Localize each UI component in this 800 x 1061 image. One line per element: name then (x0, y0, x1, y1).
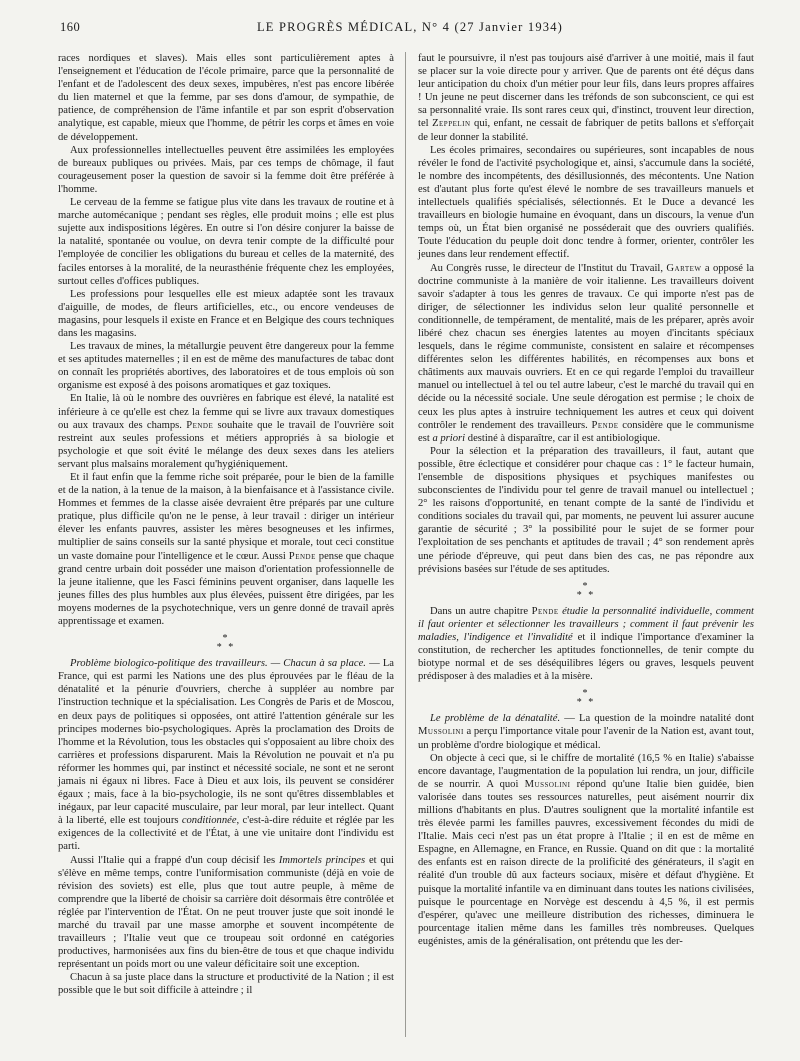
person-name: Mussolini (418, 726, 464, 738)
paragraph (418, 262, 754, 445)
paragraph-text: répond qu'une Italie bien guidée, bien valorisée dans toutes ses ressources naturelles, peut aisément nourrir dix millions d'habitants en plus. D'autres soulignent que la mortalité infantile est très élevée parmi les familles pauvres, excessivement fécondes du midi de l'Italie. Mais ceci n'est pas un état propre à l'Italie ; il en est de même en Espagne, en Allemagne, en France, en Russie. Quand on dit que : la mortalité des enfants est en raison directe de la prolificité des générateurs, il s'agit en réalité d'un trouble dû aux facteurs sociaux, misère et défaut d'hygiène. Et puisque la mortalité infantile va en diminuant dans toutes les nations civilisées, puisque le pourcentage en Norvège est descendu à 4,5 %, il est permis d'espérer, qu'avec une meilleure distribution des richesses, diminuera le pourcentage italien même dans les familles très nombreuses. Quelques eugénistes, amis de la généralisation, ont prétendu que les der- (418, 778, 754, 947)
section-separator (418, 582, 754, 600)
paragraph: Pour la sélection et la préparation des travailleurs, il faut, autant que possible, être éclectique et considérer pour chaque cas : 1° le facteur humain, l'ensemble de dispositions physiques et psychiques manifestes ou subconscientes de l'individu pour tel genre de travail manuel ou intellectuel ; 2° les raisons d'opportunité, en tenant compte de la santé de l'individu et conditions sociales du travail qui, par moments, ne peuvent lui assurer aucune garantie de sécurité ; 3° la possibilité pour le sujet de se former pour l'exploitation de ses penchants et aptitudes de travail ; 4° son rendement après une période d'épreuve, qui peut dans bien des cas, ne pas répondre aux prévisions basées sur l'étude de ses aptitudes. (418, 445, 754, 575)
paragraph (58, 657, 394, 853)
paragraph (418, 752, 754, 948)
paragraph (418, 605, 754, 684)
left-column (58, 52, 394, 998)
paragraph (58, 392, 394, 471)
paragraph-text: qui, enfant, ne cessait de fabriquer de petits ballons et s'efforçait de leur donner la stabilité. (418, 118, 754, 143)
author-name: Pende (591, 419, 619, 431)
section-title: Le problème de la dénatalité. (430, 713, 561, 725)
paragraph-text: Dans un autre chapitre (430, 605, 529, 617)
paragraph-text: Aussi l'Italie qui a frappé d'un coup décisif les (70, 854, 276, 866)
paragraph-text: En Italie, là où le nombre des ouvrières en fabrique est élevé, la natalité est inférieure à ce qu'elle est chez la femme qui se livre aux travaux domestiques ou aux travaux des champs. (58, 393, 394, 431)
author-name: Pende (531, 605, 559, 617)
emphasis: Immortels principes (278, 854, 366, 866)
paragraph-text: destiné à disparaître, car il est antibiologique. (467, 432, 661, 444)
emphasis: a priori (432, 432, 466, 444)
paragraph-text: et il indique l'importance d'examiner la constitution, de rechercher les aptitudes fonctionnelles, de tenir compte du biotype normal et de ses déséquilibres légers ou graves, lesquels peuvent prédisposer à des maladies et à la misère. (418, 631, 754, 683)
section-title: Problème biologico-politique des travailleurs. — Chacun à sa place. (70, 658, 366, 670)
asterism-bottom: * * (576, 697, 596, 709)
person-name: Zeppelin (432, 118, 471, 130)
paragraph: Les professions pour lesquelles elle est mieux adaptée sont les travaux d'aiguille, de modes, de fleurs artificielles, etc., ou encore vendeuses de magasins, pour lesquels il existe en France et en Belgique des cours techniques dans les magasins. (58, 288, 394, 339)
paragraph (58, 471, 394, 628)
asterism-bottom: * * (216, 642, 236, 654)
person-name: Gartew (666, 262, 702, 274)
author-name: Pende (288, 550, 316, 562)
paragraph: Les écoles primaires, secondaires ou supérieures, sont incapables de nous révéler le fond de l'activité psychologique et, ainsi, s'accumule dans la société, le nombre des incompétents, des désillusionnés, des mécontents. Une Nation est d'autant plus forte qu'est élevé le nombre de ses travailleurs manuels et intellectuels qualifiés spécialisés, sélectionnés. Et le Duce a devancé les travailleurs en biologie humaine en évoquant, dans un discours, la venue d'un temps où, un État bien organisé ne posséderait que des ouvriers qualifiés. Toute l'éducation du peuple doit donc tendre à former, orienter, contrôler les jeunes dans leur rendement effectif. (418, 144, 754, 261)
asterism-top: * (582, 688, 590, 700)
paragraph: Aux professionnelles intellectuelles peuvent être assimilées les employées de bureaux publiques ou privées. Mais, par ces temps de chômage, il faut courageusement poser la question de savoir si la femme doit être préférée à l'homme. (58, 144, 394, 195)
paragraph-text: a perçu l'importance vitale pour l'avenir de la Nation est, avant tout, un problème d'ordre biologique et médical. (418, 726, 754, 751)
paragraph (58, 854, 394, 972)
asterism-bottom: * * (576, 589, 596, 601)
section-separator (418, 689, 754, 707)
paragraph: Les travaux de mines, la métallurgie peuvent être dangereux pour la femme et ses aptitudes maternelles ; il en est de même des manufactures de tabac dont on connaît les propriétés abortives, des laboratoires et de tous emplois où son organisme est exposé à des poisons aromatiques et gaz toxiques. (58, 341, 394, 392)
column-divider (405, 52, 406, 1037)
paragraph-text: On objecte à ceci que, si le chiffre de mortalité (16,5 % en Italie) s'abaisse encore davantage, l'augmentation de la population lui rendra, un jour, difficile de se nourrir. A quoi (418, 752, 754, 790)
author-name: Pende (186, 419, 214, 431)
paragraph-text: et qui s'élève en même temps, contre l'uniformisation communiste (déjà en voie de révision des soviets) est elle, plus que tout autre peuple, à même de comprendre que la liberté de choisir sa carrière doit désormais être contrôlée et réglée par l'intervention de l'État. On ne peut trouver juste que soit inondé le marché du travail par une masse amorphe et souvent incompétente de travailleurs ; l'Italie veut que ce troupeau soit ordonné en catégories productives, harmonisées aux fins du bien-être de tous et que chaque individu représentant un poids mort ou une valeur déficitaire soit une exception. (58, 854, 394, 971)
paragraph-text: souhaite que le travail de l'ouvrière soit restreint aux seules professions et métiers appropriés à sa biologie et psychologie et que soit évité le mélange des deux sexes dans les ateliers servant plus malsains moralement qu'hygiéniquement. (58, 419, 394, 470)
paragraph-text: considère que le communisme est (418, 419, 754, 444)
emphasis: conditionnée (181, 815, 237, 827)
section-separator (58, 634, 394, 652)
right-column (418, 52, 754, 948)
paragraph: races nordiques et slaves). Mais elles sont particulièrement aptes à l'enseignement et l'éducation de l'école primaire, parce que la personnalité de l'enfant et de l'adolescent des deux sexes, impubères, n'est pas encore libérée du lien maternel et que la femme, par ses dons d'amour, de sympathie, de patience, de compréhension de l'âme infantile et par son esprit d'observation analytique, est capable, mieux que l'homme, de pétrir les corps et âmes en voie de développement. (58, 53, 394, 143)
asterism-top: * (582, 580, 590, 592)
paragraph: Le cerveau de la femme se fatigue plus vite dans les travaux de routine et à marche automécanique ; pendant ses règles, elle produit moins ; elle est plus sujette aux indispositions légères. En outre si l'on désire conjurer la baisse de la natalité, spontanée ou voulue, on devra tenir compte de la difficulté pour l'employée de concilier les obligations du bureau et celles de la maternité, des faciles entorses à la moralité, de la neurasthénie fréquente chez les employées, surtout celles d'offices publiques. (58, 197, 394, 287)
paragraph-text: pense que chaque grand centre urbain doit posséder une maison d'orientation professionnelle de la jeune italienne, que les Fasci féminins peuvent organiser, dans laquelle les jeunes filles des plus humbles aux plus élevées, puissent être dirigées, par les moyens modernes de la psychotechnique, vers un genre donné de travail après apprentissage et examen. (58, 550, 395, 628)
paragraph-text: Au Congrès russe, le directeur de l'Institut du Travail, (430, 262, 664, 274)
paragraph (418, 52, 754, 144)
asterism-top: * (222, 633, 230, 645)
page-header (60, 20, 760, 38)
page-number: 160 (60, 20, 81, 34)
emphasis: étudie la personnalité individuelle, comment il faut orienter et sélectionner les travailleurs ; comment il faut prévenir les maladies, l'indigence et l'invalidité (418, 605, 754, 643)
paragraph-text: , c'est-à-dire réduite et réglée par les exigences de la collectivité et de l'État, à une vie unitaire dont l'individu est parti. (58, 815, 394, 853)
running-head: LE PROGRÈS MÉDICAL, N° 4 (27 Janvier 1934) (256, 20, 564, 34)
paragraph-text: — La France, qui est parmi les Nations une des plus éprouvées par le fléau de la dénatalité et la pénurie d'ouvriers, cherche à suppléer au nombre par l'instruction technique et la spécialisation. Les Congrès de Paris et de Moscou, en deux pays de politiques si opposées, ont attiré l'attention générale sur les principes modernes bio-psychologiques. Après la proclamation des Droits de l'homme et la Révolution, tous les obstacles qui s'opposaient au libre choix des carrières et professions disparurent. Mais la Révolution ne pouvait et n'a pu réformer les hommes qui, par instinct et nécessité sociale, ne sont et ne seront jamais ni égaux ni libres. Face à Dieu et aux lois, ils peuvent se considérer égaux ; mais, face à la bio-psychologie, ils ne sont qu'êtres dissemblables et inégaux, par leur capacité musculaire, par leur moral, par leur intellect. Quant à la liberté, elle est toujours (58, 658, 394, 827)
paragraph-text: a opposé la doctrine communiste à la manière de voir italienne. Les travailleurs doivent savoir s'adapter à tous les genres de travaux. Ce qui importe n'est pas de diriger, de sélectionner les individus selon leur qualité personnelle et conditionnelle, de tempérament, de mentalité, mais de les préparer, après avoir libéré chez chacun ses énergies latentes au moyen d'incitants spéciaux lesquels, dans le régime communiste, consistent en salaire et récompenses différentes selon les différentes habilités, en récompenses aux bons et châtiments aux mauvais ouvriers. Et en ce qui regarde l'emploi du travailleur manuel ou intellectuel à tel ou tel autre labeur, c'est le marché du travail qui en décide ou la nécessité sociale. Une seule dérogation est permise ; le choix de ceux les plus aptes à instruire techniquement les autres et ceux qui doivent contrôler le rendement des travailleurs. (418, 262, 754, 431)
paragraph-text: faut le poursuivre, il n'est pas toujours aisé d'arriver à une moitié, mais il faut se placer sur la voie directe pour y arriver. Que de parents ont été déçus dans leur anticipation du choix d'un métier pour leur fils, dans leurs propres affaires ! Un jeune ne peut discerner dans les tréfonds de son subconscient, ce qui est sa personnalité vraie. Ils sont rares ceux qui, d'instinct, trouvent leur direction, tel (418, 53, 754, 130)
paragraph-text: — La question de la moindre natalité dont (564, 713, 755, 725)
paragraph: Chacun à sa juste place dans la structure et productivité de la Nation ; il est possible que le but soit difficile à atteindre ; il (58, 972, 394, 997)
person-name: Mussolini (524, 778, 571, 790)
paragraph-text: Et il faut enfin que la femme riche soit préparée, pour le bien de la famille et de la nation, à la tenue de la maison, à la bienfaisance et à l'assistance civile. Hommes et femmes de la classe aisée devraient être préparés par une culture pratique, plus difficile qu'on ne le pense, à leur travail : diriger un intérieur élever les enfants pauvres, assister les mères besogneuses et les infirmes, multiplier de sains conseils sur la santé physique et morale, tout ceci constitue un vaste domaine pour l'intelligence et le cœur. Aussi (58, 472, 394, 562)
paragraph (418, 712, 754, 751)
